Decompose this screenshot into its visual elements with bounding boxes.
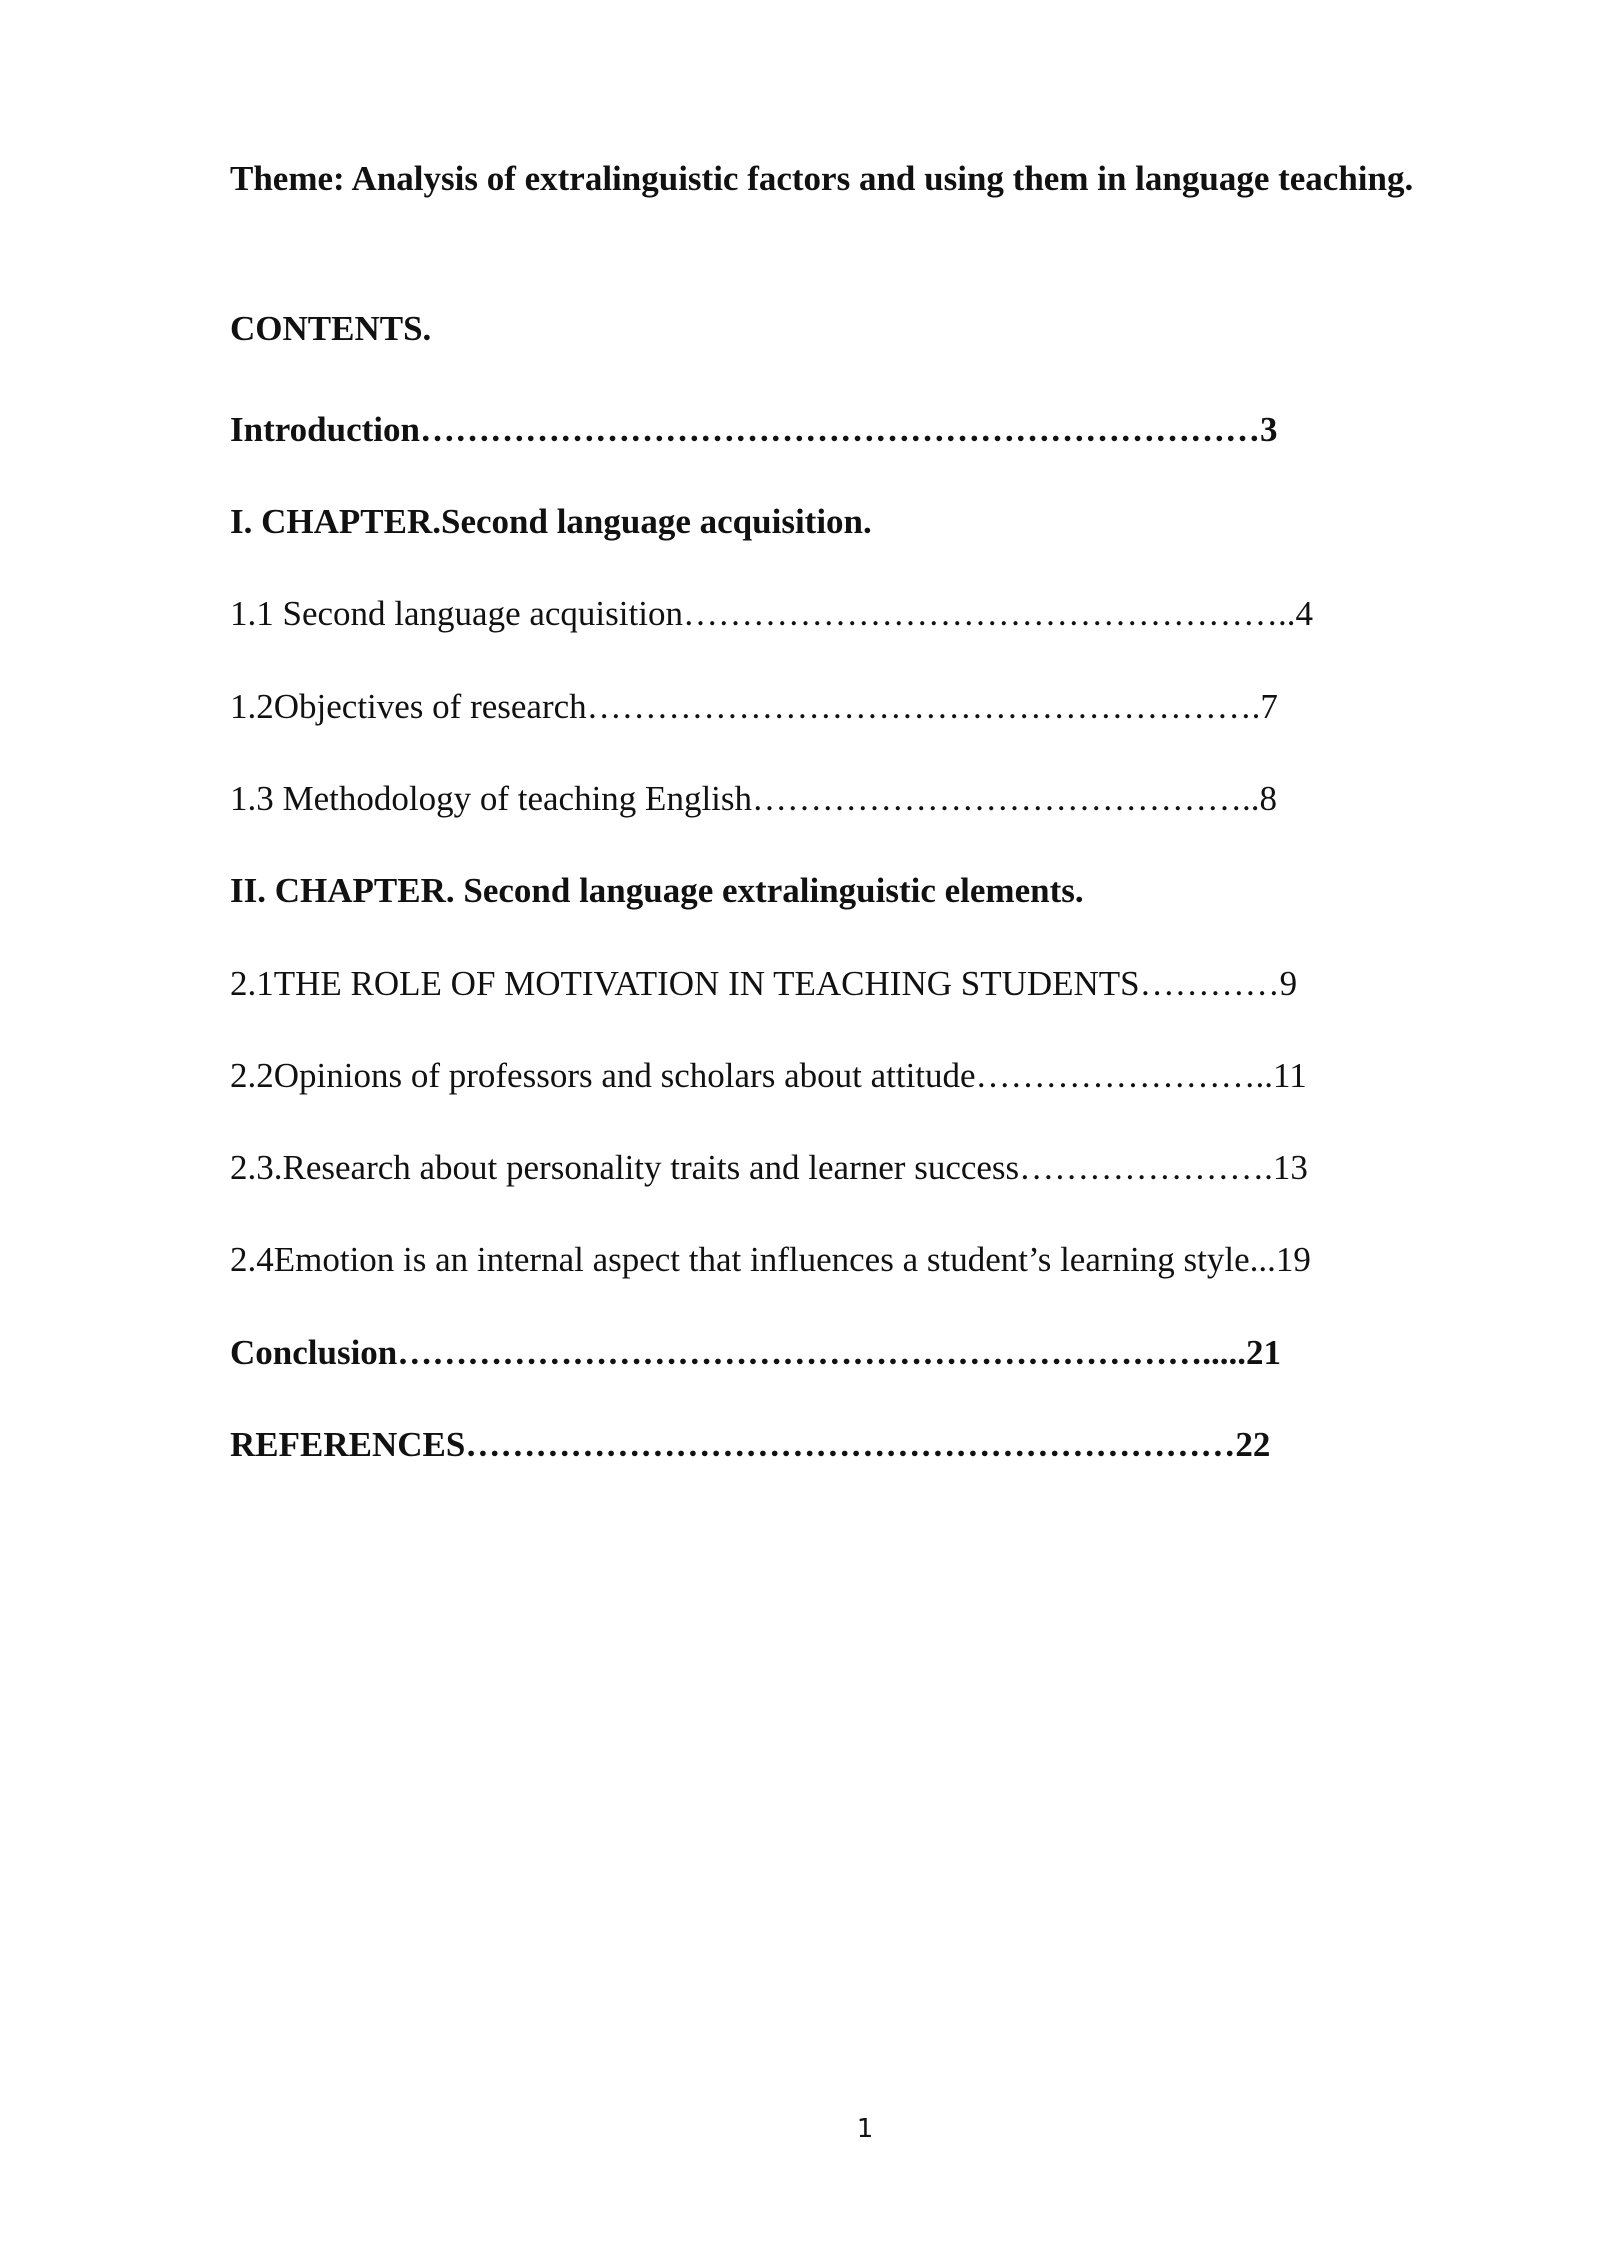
toc-entry-2-2: 2.2Opinions of professors and scholars about attitude……………………..11 (230, 1056, 1307, 1095)
toc-entry-conclusion: Conclusion…………………………………………………………….....21 (230, 1333, 1282, 1372)
contents-heading: CONTENTS. (230, 309, 432, 348)
toc-entry-references: REFERENCES…………………………………………………………22 (230, 1425, 1271, 1464)
toc-entry-1-3: 1.3 Methodology of teaching English……………………………………..8 (230, 779, 1278, 818)
toc-entry-2-1: 2.1THE ROLE OF MOTIVATION IN TEACHING STUDENTS…………9 (230, 964, 1298, 1003)
page-number: 1 (856, 2114, 874, 2144)
toc-entry-1-1: 1.1 Second language acquisition……………………………………………..4 (230, 594, 1313, 633)
toc-entry-2-3: 2.3.Research about personality traits and learner success………………….13 (230, 1148, 1308, 1187)
theme-title: Theme: Analysis of extralinguistic factors and using them in language teaching. (230, 159, 1414, 198)
toc-entry-introduction: Introduction………………………………………………………………3 (230, 410, 1278, 449)
toc-chapter-1: I. CHAPTER.Second language acquisition. (230, 502, 872, 541)
toc-chapter-2: II. CHAPTER. Second language extralinguistic elements. (230, 871, 1084, 910)
toc-entry-1-2: 1.2Objectives of research………………………………………………….7 (230, 687, 1278, 726)
toc-entry-2-4: 2.4Emotion is an internal aspect that influences a student’s learning style...19 (230, 1240, 1311, 1279)
